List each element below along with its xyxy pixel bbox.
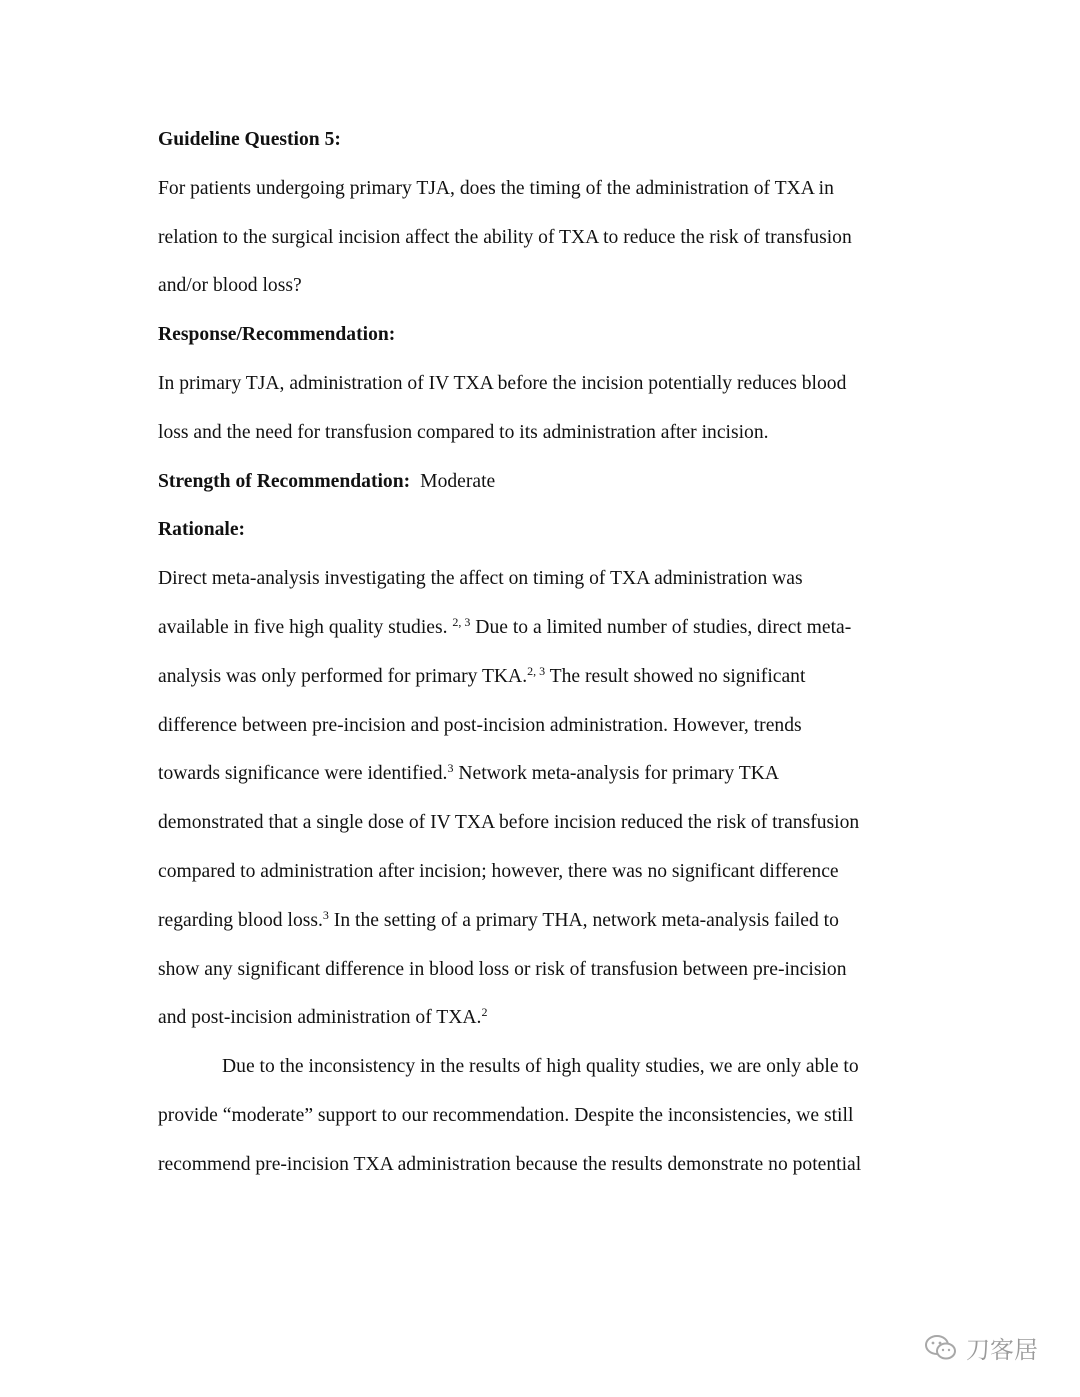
rationale-line bbox=[158, 897, 928, 946]
question-heading: Guideline Question 5: bbox=[158, 129, 341, 150]
text-run: towards significance were identified. bbox=[158, 763, 448, 785]
citation: 3 bbox=[447, 761, 454, 776]
strength-value: Moderate bbox=[420, 470, 496, 492]
paragraph-line: Due to the inconsistency in the results of high quality studies, we are only able to bbox=[222, 1056, 859, 1078]
rationale-paragraph bbox=[158, 555, 928, 1043]
strength-line bbox=[158, 458, 928, 507]
text-run: The result showed no significant bbox=[545, 665, 806, 687]
second-paragraph bbox=[158, 1043, 928, 1189]
document-page bbox=[158, 116, 928, 1190]
rationale-heading: Rationale: bbox=[158, 519, 246, 541]
rationale-line bbox=[158, 604, 928, 653]
citation: 2 bbox=[481, 1005, 488, 1020]
wechat-icon bbox=[924, 1334, 958, 1362]
text-run: In the setting of a primary THA, network meta-analysis failed to bbox=[328, 909, 839, 931]
question-line: For patients undergoing primary TJA, does the timing of the administration of TXA in bbox=[158, 177, 834, 199]
rationale-line bbox=[158, 653, 928, 702]
text-run: analysis was only performed for primary TKA. bbox=[158, 665, 528, 687]
question-line: and/or blood loss? bbox=[158, 275, 302, 297]
question-line: relation to the surgical incision affect the ability of TXA to reduce the risk of transfusion bbox=[158, 226, 852, 248]
rationale-line bbox=[158, 994, 928, 1043]
text-run: and post-incision administration of TXA. bbox=[158, 1007, 482, 1029]
text-run: available in five high quality studies. bbox=[158, 616, 453, 638]
citation: 2, 3 bbox=[527, 663, 546, 678]
citation: 2, 3 bbox=[452, 614, 471, 629]
text-run: Due to a limited number of studies, direct meta- bbox=[470, 616, 852, 638]
paragraph-line: provide “moderate” support to our recommendation. Despite the inconsistencies, we still bbox=[158, 1104, 854, 1126]
rationale-line: compared to administration after incision; however, there was no significant difference bbox=[158, 860, 839, 882]
watermark bbox=[924, 1330, 1038, 1365]
question-text bbox=[158, 165, 928, 311]
recommendation-heading: Response/Recommendation: bbox=[158, 324, 396, 346]
recommendation-text bbox=[158, 360, 928, 458]
citation: 3 bbox=[322, 907, 329, 922]
recommendation-line: loss and the need for transfusion compared to its administration after incision. bbox=[158, 421, 769, 443]
rationale-line: demonstrated that a single dose of IV TXA before incision reduced the risk of transfusion bbox=[158, 812, 860, 834]
rationale-line: Direct meta-analysis investigating the affect on timing of TXA administration was bbox=[158, 568, 803, 590]
paragraph-line: recommend pre-incision TXA administration because the results demonstrate no potential bbox=[158, 1153, 862, 1175]
text-run: regarding blood loss. bbox=[158, 909, 323, 931]
rationale-line bbox=[158, 750, 928, 799]
rationale-line: difference between pre-incision and post-incision administration. However, trends bbox=[158, 714, 802, 736]
strength-label: Strength of Recommendation: bbox=[158, 470, 411, 492]
watermark-text: 刀客居 bbox=[966, 1336, 1038, 1364]
recommendation-line: In primary TJA, administration of IV TXA before the incision potentially reduces blood bbox=[158, 372, 847, 394]
text-run: Network meta-analysis for primary TKA bbox=[453, 763, 780, 785]
rationale-line: show any significant difference in blood loss or risk of transfusion between pre-incision bbox=[158, 958, 847, 980]
